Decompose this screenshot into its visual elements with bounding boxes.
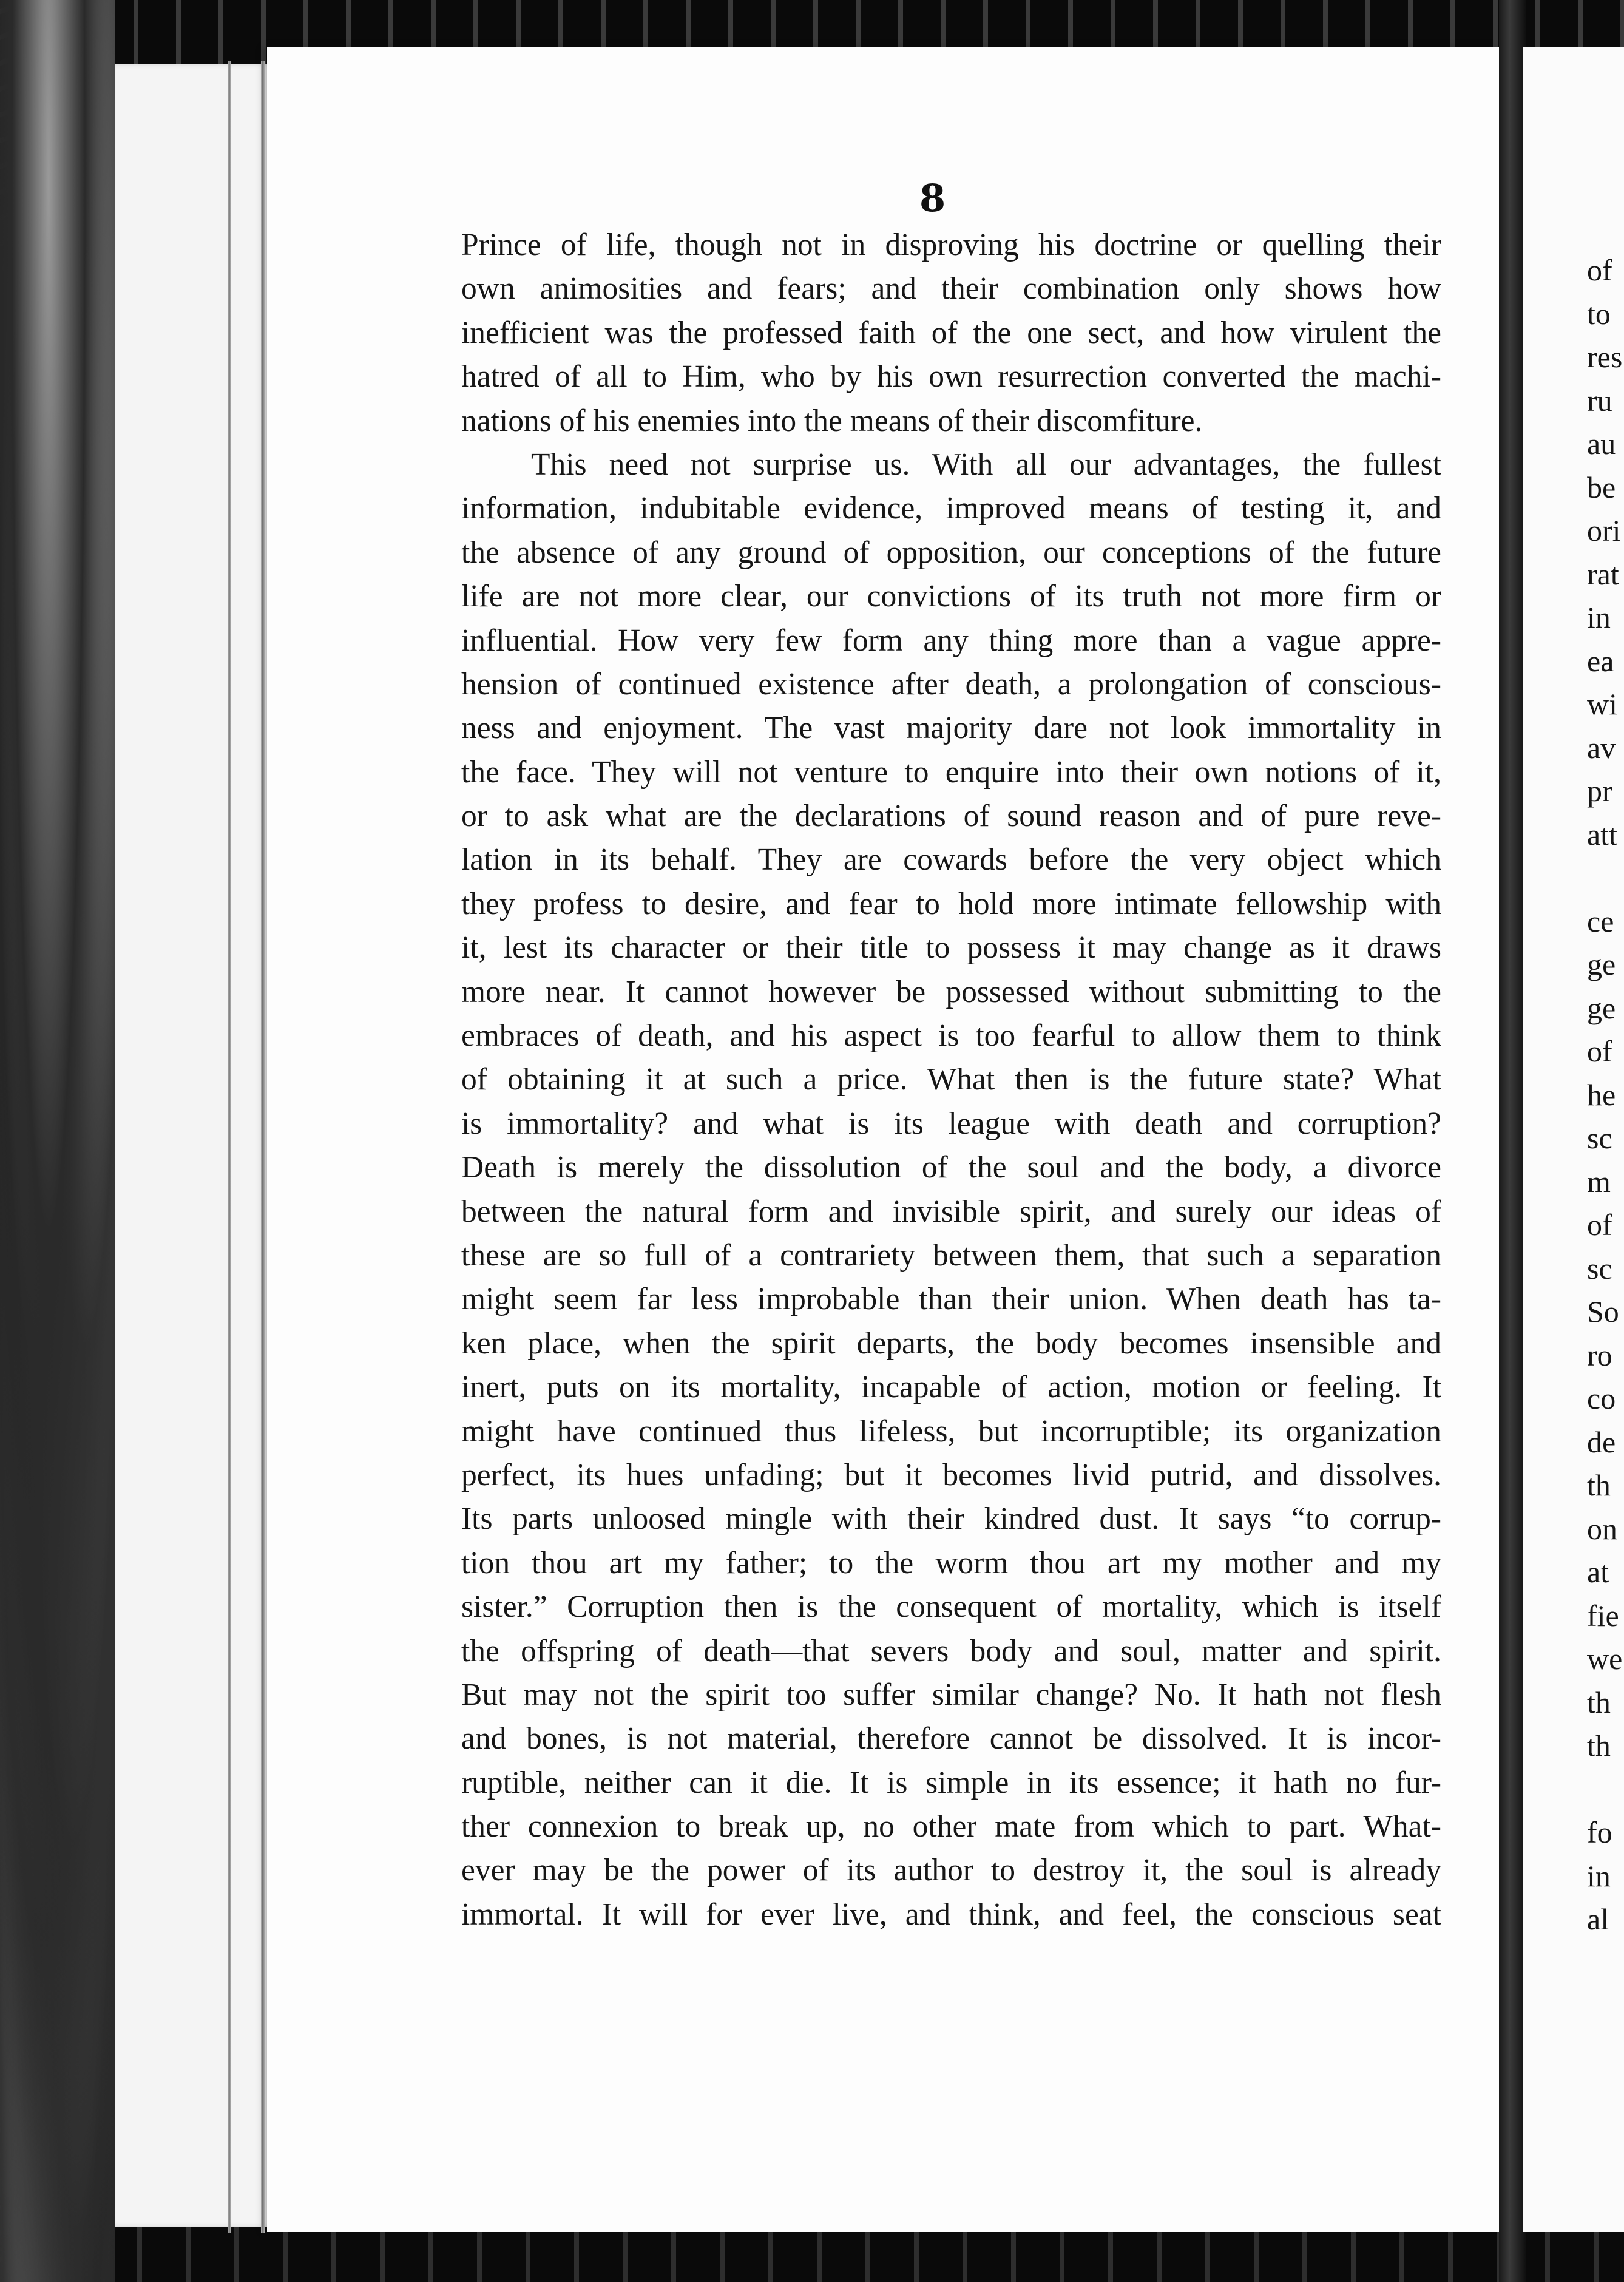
text-line: inert, puts on its mortality, incapable of action, motion or feeling. It [461, 1370, 1441, 1405]
text-line: might have continued thus lifeless, but incorruptible; its organization [461, 1414, 1441, 1449]
fragment: pr [1587, 774, 1612, 808]
fragment: sc [1587, 1121, 1612, 1155]
fragment: wi [1587, 687, 1617, 721]
text-line: of obtaining it at such a price. What then is the future state? What [461, 1062, 1441, 1097]
text-line: the absence of any ground of opposition, our conceptions of the future [461, 535, 1441, 570]
fragment: be [1587, 470, 1616, 504]
text-line: or to ask what are the declarations of sound reason and of pure reve- [461, 799, 1441, 834]
fragment: he [1587, 1077, 1616, 1112]
text-line: hension of continued existence after death, a prolongation of conscious- [461, 666, 1441, 702]
flyleaf-fold-line [261, 61, 265, 2233]
text-line: This need not surprise us. With all our advantages, the fullest [531, 447, 1441, 482]
fragment: So [1587, 1295, 1619, 1329]
fragment: av [1587, 730, 1616, 765]
fragment: ro [1587, 1338, 1612, 1372]
text-line: more near. It cannot however be possessed without submitting to the [461, 974, 1441, 1009]
fragment: ori [1587, 513, 1621, 547]
bottom-cover-edge [115, 2227, 1624, 2282]
fragment: of [1587, 253, 1612, 287]
text-line: ruptible, neither can it die. It is simple in its essence; it hath no fur- [461, 1765, 1441, 1800]
text-line: ther connexion to break up, no other mate from which to part. What- [461, 1809, 1441, 1844]
fragment: to [1587, 296, 1611, 331]
text-line: sister.” Corruption then is the consequent of mortality, which is itself [461, 1590, 1441, 1625]
text-line: influential. How very few form any thing more than a vague appre- [461, 623, 1441, 658]
text-line: But may not the spirit too suffer similar change? No. It hath not flesh [461, 1677, 1441, 1712]
text-line: perfect, its hues unfading; but it becomes livid putrid, and dissolves. [461, 1457, 1441, 1492]
fragment: of [1587, 1208, 1612, 1242]
fragment: ea [1587, 643, 1614, 678]
text-line: ever may be the power of its author to destroy it, the soul is already [461, 1853, 1441, 1888]
fragment: res [1587, 340, 1623, 374]
text-line: inefficient was the professed faith of the one sect, and how virulent the [461, 315, 1441, 350]
fragment: on [1587, 1511, 1617, 1546]
text-line: life are not more clear, our convictions of its truth not more firm or [461, 579, 1441, 614]
fragment: att [1587, 817, 1617, 852]
fragment: co [1587, 1381, 1616, 1415]
text-line: own animosities and fears; and their combination only shows how [461, 271, 1441, 306]
text-line: they profess to desire, and fear to hold more intimate fellowship with [461, 886, 1441, 921]
flyleaf-fold-line [228, 61, 231, 2233]
text-line: the offspring of death—that severs body and soul, matter and spirit. [461, 1633, 1441, 1668]
marbled-cover-edge [0, 0, 121, 2282]
text-line: Prince of life, though not in disproving his doctrine or quelling their [461, 228, 1441, 262]
fragment: th [1587, 1728, 1611, 1762]
book-spine-gutter [1499, 0, 1526, 2282]
text-line: it, lest its character or their title to possess it may change as it draws [461, 930, 1441, 966]
text-line: information, indubitable evidence, improved means of testing it, and [461, 491, 1441, 526]
fragment: rat [1587, 557, 1619, 591]
text-line: is immortality? and what is its league with death and corruption? [461, 1106, 1441, 1141]
fragment: fie [1587, 1598, 1619, 1633]
fragment: fo [1587, 1815, 1612, 1849]
fragment: ge [1587, 990, 1616, 1025]
facing-page-text [1587, 249, 1622, 1942]
fragment: we [1587, 1642, 1623, 1676]
text-line: and bones, is not material, therefore cannot be dissolved. It is incor- [461, 1721, 1441, 1756]
fragment: au [1587, 427, 1616, 461]
facing-page-fragment [1523, 47, 1624, 2232]
fragment: de [1587, 1424, 1616, 1459]
fragment: th [1587, 1468, 1611, 1502]
text-line: immortal. It will for ever live, and think, and feel, the conscious seat [461, 1897, 1441, 1932]
text-line: these are so full of a contrariety between them, that such a separation [461, 1237, 1441, 1273]
fragment: ce [1587, 904, 1614, 938]
text-line: Death is merely the dissolution of the soul and the body, a divorce [461, 1150, 1441, 1185]
fragment: ge [1587, 947, 1616, 981]
fragment: al [1587, 1902, 1609, 1936]
text-line: Its parts unloosed mingle with their kindred dust. It says “to corrup- [461, 1502, 1441, 1537]
text-line: the face. They will not venture to enquire into their own notions of it, [461, 754, 1441, 790]
fragment: sc [1587, 1251, 1612, 1285]
text-line: tion thou art my father; to the worm thou art my mother and my [461, 1545, 1441, 1580]
text-line: embraces of death, and his aspect is too fearful to allow them to think [461, 1018, 1441, 1054]
fragment: ru [1587, 383, 1612, 418]
text-line: might seem far less improbable than their union. When death has ta- [461, 1282, 1441, 1317]
fragment: in [1587, 600, 1611, 634]
text-line: lation in its behalf. They are cowards before the very object which [461, 842, 1441, 878]
page-number: 8 [919, 176, 946, 220]
text-line: nations of his enemies into the means of their discomfiture. [461, 403, 1203, 438]
fragment: in [1587, 1858, 1611, 1893]
fragment: m [1587, 1164, 1611, 1199]
text-line: hatred of all to Him, who by his own resurrection converted the machi- [461, 359, 1441, 394]
text-line: ken place, when the spirit departs, the body becomes insensible and [461, 1326, 1441, 1361]
fragment: th [1587, 1685, 1611, 1719]
text-line: between the natural form and invisible spirit, and surely our ideas of [461, 1194, 1441, 1229]
fragment: of [1587, 1034, 1612, 1068]
body-text [461, 223, 1441, 1937]
text-line: ness and enjoyment. The vast majority dare not look immortality in [461, 711, 1441, 746]
fragment: at [1587, 1555, 1609, 1589]
